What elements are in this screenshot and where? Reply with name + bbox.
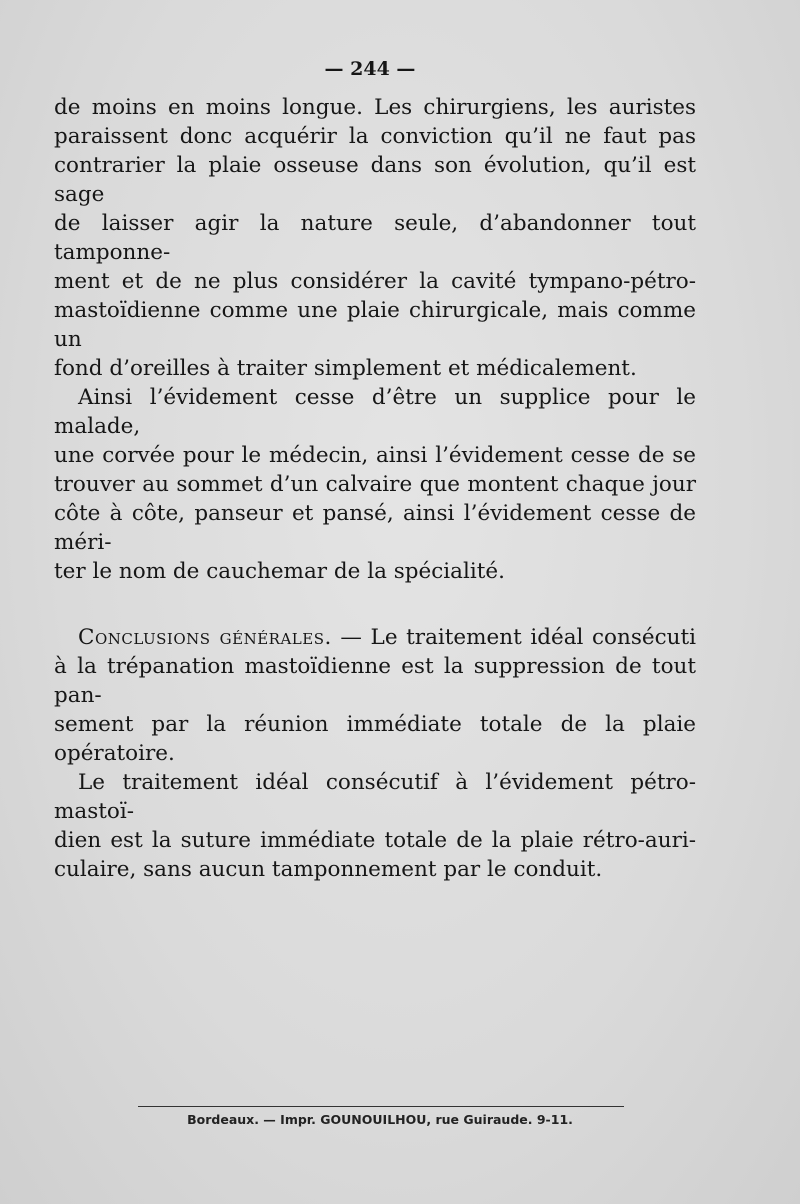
body-text bbox=[54, 93, 696, 884]
text-line: trouver au sommet d’un calvaire que montent chaque jour bbox=[54, 472, 696, 497]
text-line: paraissent donc acquérir la conviction qu’il ne faut pas bbox=[54, 124, 696, 149]
text-line: mastoïdienne comme une plaie chirurgicale, mais comme un bbox=[54, 298, 696, 352]
text-line: à la trépanation mastoïdienne est la suppression de tout pan- bbox=[54, 654, 696, 708]
conclusions-heading: Conclusions générales. bbox=[78, 625, 332, 650]
conclusions-paragraph bbox=[54, 623, 696, 768]
conclusions-paragraph-2 bbox=[54, 768, 696, 884]
text-line: une corvée pour le médecin, ainsi l’évidement cesse de se bbox=[54, 443, 696, 468]
section-gap bbox=[54, 586, 696, 623]
text-line: ment et de ne plus considérer la cavité tympano-pétro- bbox=[54, 269, 696, 294]
paragraph-1 bbox=[54, 93, 696, 383]
text-line: sement par la réunion immédiate totale de la plaie opératoire. bbox=[54, 712, 696, 766]
text-line: de moins en moins longue. Les chirurgiens, les auristes bbox=[54, 95, 696, 120]
conclusions-first-line-text: — Le traitement idéal consécuti bbox=[331, 625, 697, 650]
paragraph-2 bbox=[54, 383, 696, 586]
conclusions-first-line bbox=[54, 623, 696, 652]
text-line: côte à côte, panseur et pansé, ainsi l’évidement cesse de méri- bbox=[54, 501, 696, 555]
text-line: fond d’oreilles à traiter simplement et médicalement. bbox=[54, 356, 637, 381]
printer-imprint: Bordeaux. — Impr. GOUNOUILHOU, rue Guiraude. 9-11. bbox=[187, 1112, 573, 1127]
text-line: de laisser agir la nature seule, d’abandonner tout tamponne- bbox=[54, 211, 696, 265]
text-line: ter le nom de cauchemar de la spécialité. bbox=[54, 559, 505, 584]
page-number: — 244 — bbox=[324, 58, 416, 80]
text-line: Ainsi l’évidement cesse d’être un supplice pour le malade, bbox=[54, 385, 696, 439]
text-line: contrarier la plaie osseuse dans son évolution, qu’il est sage bbox=[54, 153, 696, 207]
text-line: Le traitement idéal consécutif à l’évidement pétro-mastoï- bbox=[54, 770, 696, 824]
footer-rule bbox=[138, 1106, 624, 1107]
text-line: culaire, sans aucun tamponnement par le conduit. bbox=[54, 857, 603, 882]
text-line: dien est la suture immédiate totale de la plaie rétro-auri- bbox=[54, 828, 696, 853]
